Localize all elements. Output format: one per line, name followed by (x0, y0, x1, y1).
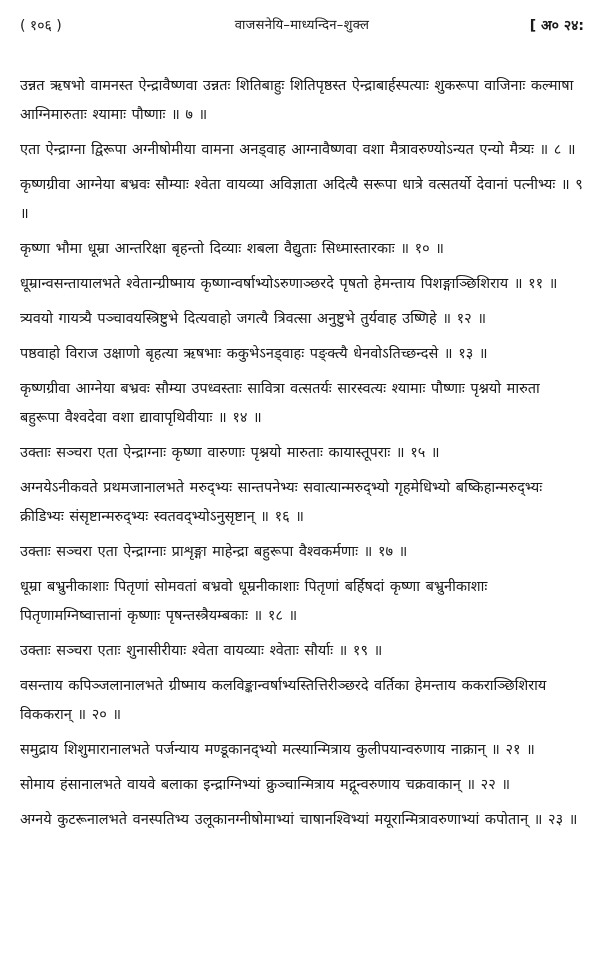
verse-text-block (20, 72, 584, 835)
page-number: ( १०६ ) (20, 18, 62, 34)
verse-9: कृष्णग्रीवा आग्नेया बभ्रवः सौम्याः श्वेता वायव्या अविज्ञाता अदित्यै सरूपा धात्रे वत्सतर्यो देवानां पत्नीभ्यः ॥ ९ ॥ (20, 177, 583, 222)
verse-13: पष्ठवाहो विराज उक्षाणो बृहत्या ऋषभाः ककुभेऽनड्वाहः पङ्क्त्यै धेनवोऽतिच्छन्दसे ॥ १३ ॥ (20, 346, 488, 362)
verse-8: एता ऐन्द्राग्ना द्विरूपा अग्नीषोमीया वामना अनड्वाह आग्नावैष्णवा वशा मैत्रावरुण्योऽन्यत एन्यो मैत्र्यः ॥ ८ ॥ (20, 142, 576, 158)
running-head (20, 14, 584, 38)
verse-11: धूम्रान्वसन्तायालभते श्वेतान्ग्रीष्माय कृष्णान्वर्षाभ्योऽरुणाञ्छरदे पृषतो हेमन्ताय पिशङ्गाञ्छिशिराय ॥ ११ ॥ (20, 276, 558, 292)
verse-14: कृष्णग्रीवा आग्नेया बभ्रवः सौम्या उपध्वस्ताः सावित्रा वत्सतर्यः सारस्वत्यः श्यामाः पौष्णाः पृश्नयो मारुता बहुरूपा वैश्वदेवा वशा द्यावापृथिवीयाः ॥ १४ ॥ (20, 381, 540, 426)
verse-12: त्र्यवयो गायत्र्यै पञ्चावयस्त्रिष्टुभे दित्यवाहो जगत्यै त्रिवत्सा अनुष्टुभे तुर्यवाह उष्णिहे ॥ १२ ॥ (20, 311, 487, 327)
verse-23: अग्नये कुटरूनालभते वनस्पतिभ्य उलूकानग्नीषोमाभ्यां चाषानश्विभ्यां मयूरान्मित्रावरुणाभ्यां कपोतान् ॥ २३ ॥ (20, 812, 578, 828)
verse-16: अग्नयेऽनीकवते प्रथमजानालभते मरुद्भ्यः सान्तपनेभ्यः सवात्यान्मरुद्भ्यो गृहमेधिभ्यो बष्किहान्मरुद्भ्यः क्रीडिभ्यः संसृष्टान्मरुद्भ्यः स्वतवद्भ्योऽनुसृष्टान् ॥ १६ ॥ (20, 480, 543, 525)
chapter-reference: [ अ० २४: (529, 18, 584, 34)
verse-10: कृष्णा भौमा धूम्रा आन्तरिक्षा बृहन्तो दिव्याः शबला वैद्युताः सिध्मास्तारकाः ॥ १० ॥ (20, 241, 444, 257)
verse-7: उन्नत ऋषभो वामनस्त ऐन्द्रावैष्णवा उन्नतः शितिबाहुः शितिपृष्ठस्त ऐन्द्राबार्हस्पत्याः शुकरूपा वाजिनाः कल्माषा आग्निमारुताः श्यामाः पौष्णाः ॥ ७ ॥ (20, 78, 574, 123)
verse-15: उक्ताः सञ्चरा एता ऐन्द्राग्नाः कृष्णा वारुणाः पृश्नयो मारुताः कायास्तूपराः ॥ १५ ॥ (20, 445, 440, 461)
verse-19: उक्ताः सञ्चरा एताः शुनासीरीयाः श्वेता वायव्याः श्वेताः सौर्याः ॥ १९ ॥ (20, 643, 383, 659)
verse-18: धूम्रा बभ्रुनीकाशाः पितृणां सोमवतां बभ्रवो धूम्रनीकाशाः पितृणां बर्हिषदां कृष्णा बभ्रुनीकाशाः पितृणामग्निष्वात्तानां कृष्णाः पृषन्तस्त्रैयम्बकाः ॥ १८ ॥ (20, 579, 488, 624)
verse-21: समुद्राय शिशुमारानालभते पर्जन्याय मण्डूकानद्भ्यो मत्स्यान्मित्राय कुलीपयान्वरुणाय नाक्रान् ॥ २१ ॥ (20, 742, 535, 758)
verse-22: सोमाय हंसानालभते वायवे बलाका इन्द्राग्निभ्यां क्रुञ्चान्मित्राय मद्गून्वरुणाय चक्रवाकान् ॥ २२ ॥ (20, 777, 511, 793)
book-title: वाजसनेयि–माध्यन्दिन–शुक्ल (234, 18, 370, 33)
verse-20: वसन्ताय कपिञ्जलानालभते ग्रीष्माय कलविङ्कान्वर्षाभ्यस्तित्तिरीञ्छरदे वर्तिका हेमन्ताय ककराञ्छिशिराय विककरान् ॥ २० ॥ (20, 678, 547, 723)
verse-17: उक्ताः सञ्चरा एता ऐन्द्राग्नाः प्राशृङ्गा माहेन्द्रा बहुरूपा वैश्वकर्मणाः ॥ १७ ॥ (20, 544, 408, 560)
